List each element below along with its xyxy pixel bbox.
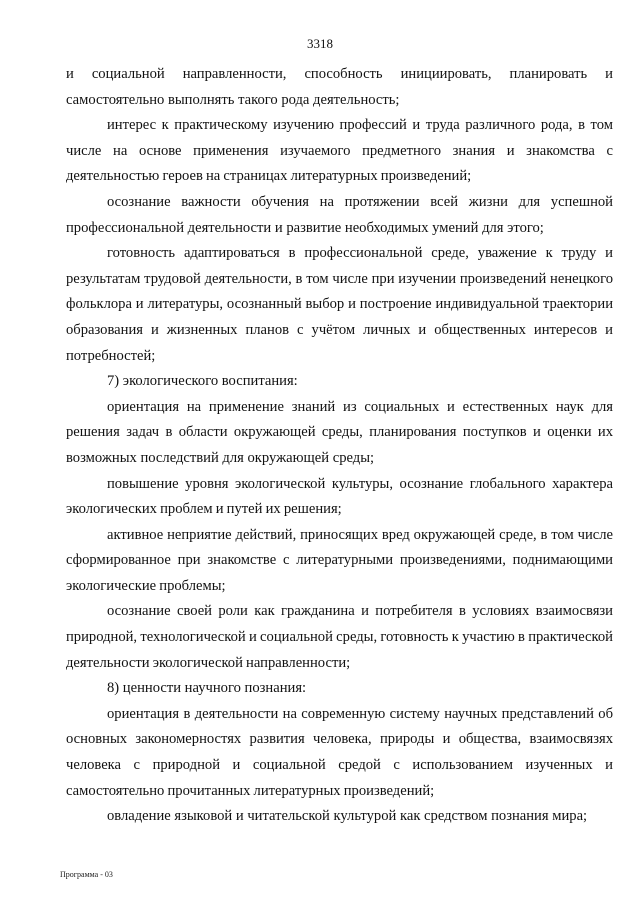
paragraph: овладение языковой и читательской культурой как средством познания мира; bbox=[107, 808, 588, 825]
document-body bbox=[66, 62, 613, 830]
page-number: 3318 bbox=[307, 36, 333, 51]
paragraph: интерес к практическому изучению профессий и труда различного рода, в том числе на основе применения изучаемого предметного знания и знакомства с деятельностью героев на страницах литературных произведений; bbox=[66, 117, 613, 185]
section-heading: 8) ценности научного познания: bbox=[107, 680, 307, 697]
section-heading: 7) экологического воспитания: bbox=[107, 373, 298, 390]
paragraph: готовность адаптироваться в профессиональной среде, уважение к труду и результатам трудовой деятельности, в том числе при изучении произведений ненецкого фольклора и литературы, осознанный выбор и построение индивидуальной траектории образования и жизненных планов с учётом личных и общественных интересов и потребностей; bbox=[66, 245, 613, 364]
footer-program-label: Программа - 03 bbox=[60, 870, 113, 879]
paragraph: и социальной направленности, способность инициировать, планировать и самостоятельно выполнять такого рода деятельность; bbox=[66, 66, 613, 108]
paragraph: ориентация в деятельности на современную систему научных представлений об основных закономерностях развития человека, природы и общества, взаимосвязях человека с природной и социальной средой с использованием изученных и самостоятельно прочитанных литературных произведений; bbox=[66, 705, 613, 799]
paragraph: осознание важности обучения на протяжении всей жизни для успешной профессиональной деятельности и развитие необходимых умений для этого; bbox=[66, 193, 613, 236]
paragraph: ориентация на применение знаний из социальных и естественных наук для решения задач в области окружающей среды, планирования поступков и оценки их возможных последствий для окружающей среды; bbox=[66, 398, 613, 466]
paragraph: активное неприятие действий, приносящих вред окружающей среде, в том числе сформированное при знакомстве с литературными произведениями, поднимающими экологические проблемы; bbox=[66, 526, 613, 594]
paragraph: осознание своей роли как гражданина и потребителя в условиях взаимосвязи природной, технологической и социальной среды, готовность к участию в практической деятельности экологической направленности; bbox=[66, 603, 613, 671]
paragraph: повышение уровня экологической культуры, осознание глобального характера экологических проблем и путей их решения; bbox=[66, 475, 613, 518]
